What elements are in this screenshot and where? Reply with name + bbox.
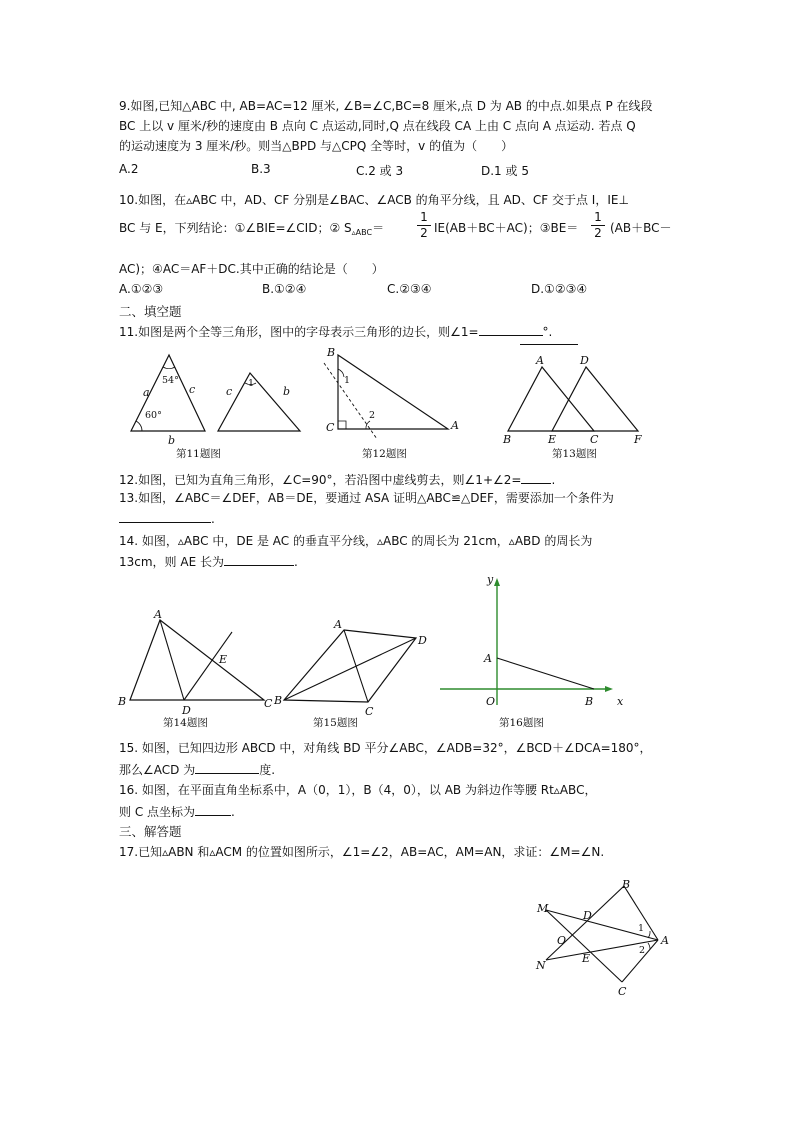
fig15-label: D xyxy=(418,634,427,647)
fig11-angle: 60° xyxy=(145,410,162,421)
fig17-label: O xyxy=(557,934,567,947)
fig17-label: B xyxy=(622,878,631,891)
fig15-label: C xyxy=(365,705,374,718)
q10-line1: 10.如图，在▵ABC 中，AD、CF 分别是∠BAC、∠ACB 的角平分线，且 AD、CF 交于点 I，IE⊥ xyxy=(119,193,629,207)
q9-line3: 的运动速度为 3 厘米/秒。则当△BPD 与△CPQ 全等时，v 的值为（ ） xyxy=(119,139,514,153)
fig16-coordinate-plane xyxy=(440,573,624,708)
q15-tail: 度. xyxy=(259,763,276,777)
fig13-label: D xyxy=(580,354,589,367)
q15-line1: 15. 如图，已知四边形 ABCD 中，对角线 BD 平分∠ABC，∠ADB=32°，∠BCD＋∠DCA=180°， xyxy=(119,741,652,755)
fig11-angle: 1 xyxy=(248,378,255,389)
fig14-label: A xyxy=(154,608,162,621)
section-fill-in-blank: 二、填空题 xyxy=(119,304,182,319)
q17-text: 17.已知▵ABN 和▵ACM 的位置如图所示，∠1=∠2，AB=AC，AM=AN，求证：∠M=∠N. xyxy=(119,845,605,859)
q10-line2-part-c: IE(AB＋BC＋AC)；③BE＝ xyxy=(434,221,579,235)
fig12-label: C xyxy=(326,421,335,434)
fig16-label: O xyxy=(486,695,496,708)
q10-line2-part-d: (AB＋BC－ xyxy=(610,221,672,235)
fig11-label: c xyxy=(189,383,196,396)
q13-tail: . xyxy=(211,512,215,526)
q10-option-a: A.①②③ xyxy=(119,282,164,296)
figures-row-2 xyxy=(0,570,794,730)
fig12-label: B xyxy=(327,346,336,359)
q10-line2-part-a: BC 与 E，下列结论：①∠BIE=∠CID；② S xyxy=(119,221,352,235)
q14-answer-blank[interactable] xyxy=(224,553,294,566)
fig16-caption: 第16题图 xyxy=(499,717,544,729)
fig11-triangle-right xyxy=(218,373,300,431)
fig14-label: C xyxy=(264,697,273,710)
fig14-caption: 第14题图 xyxy=(163,717,208,729)
fig15-label: B xyxy=(274,694,283,707)
fig12-angle: 1 xyxy=(344,375,351,386)
fig11-angle: 54° xyxy=(162,375,179,386)
q12-text xyxy=(119,471,555,488)
q14-line1: 14. 如图，▵ABC 中，DE 是 AC 的垂直平分线，▵ABC 的周长为 21cm，▵ABD 的周长为 xyxy=(119,534,593,548)
fig13-label: B xyxy=(503,433,512,446)
fraction-numerator: 1 xyxy=(417,210,431,226)
q16-tail: . xyxy=(231,805,235,819)
fig12-caption: 第12题图 xyxy=(362,448,407,460)
fig13-overlapping-triangles xyxy=(502,354,642,446)
fig15-caption: 第15题图 xyxy=(313,717,358,729)
section-solutions: 三、解答题 xyxy=(119,824,182,839)
fig16-label: y xyxy=(487,573,494,586)
fig17-angle-label: 1 xyxy=(638,923,645,934)
q12-question: 12.如图，已知为直角三角形，∠C=90°，若沿图中虚线剪去，则∠1+∠2= xyxy=(119,473,522,487)
q11-answer-blank[interactable] xyxy=(479,323,543,336)
q16-answer-blank[interactable] xyxy=(195,803,231,816)
fig11-label: a xyxy=(143,386,150,399)
q11-question: 11.如图是两个全等三角形，图中的字母表示三角形的边长，则∠1= xyxy=(119,325,479,339)
q13-answer-blank[interactable] xyxy=(119,510,211,523)
fig14-triangle xyxy=(117,608,273,717)
q10-fraction-1 xyxy=(417,210,431,241)
fig15-quadrilateral xyxy=(273,618,427,718)
q12-tail: . xyxy=(551,473,556,487)
q14-line2 xyxy=(119,553,298,570)
fig14-label: D xyxy=(182,704,191,717)
q16-line1: 16. 如图，在平面直角坐标系中，A（0，1），B（4，0），以 AB 为斜边作等腰 Rt▵ABC， xyxy=(119,783,597,797)
fig11-caption: 第11题图 xyxy=(176,448,221,460)
q10-equals: ＝ xyxy=(372,221,385,235)
q9-option-c: C.2 或 3 xyxy=(356,164,404,178)
fraction-denominator: 2 xyxy=(420,226,428,240)
fraction-denominator: 2 xyxy=(594,226,602,240)
fig16-label: B xyxy=(585,695,594,708)
q12-answer-blank[interactable] xyxy=(521,471,551,484)
q11-text xyxy=(119,323,552,340)
fig13-label: E xyxy=(548,433,557,446)
fig17-label: M xyxy=(537,902,549,915)
q10-fraction-2 xyxy=(591,210,605,241)
q10-line2 xyxy=(119,221,384,240)
q9-option-d: D.1 或 5 xyxy=(481,164,529,178)
fig13-label: A xyxy=(536,354,544,367)
q16-question: 则 C 点坐标为 xyxy=(119,805,196,819)
q10-line3: AC)；④AC＝AF＋DC.其中正确的结论是（ ） xyxy=(119,262,384,276)
fig17-label: A xyxy=(661,934,669,947)
q13-answer xyxy=(119,510,215,527)
fig12-angle: 2 xyxy=(369,410,376,421)
fig16-label: x xyxy=(617,695,624,708)
fig13-label: F xyxy=(634,433,642,446)
q10-option-c: C.②③④ xyxy=(387,282,432,296)
figures-row-1 xyxy=(0,345,794,465)
q10-option-b: B.①②④ xyxy=(262,282,307,296)
q15-answer-blank[interactable] xyxy=(195,761,259,774)
fig17-label: E xyxy=(582,952,591,965)
fig15-label: A xyxy=(334,618,342,631)
q9-option-a: A.2 xyxy=(119,162,139,176)
fig17-geometry xyxy=(535,878,669,998)
q14-tail: . xyxy=(293,555,298,569)
fig17-figure xyxy=(0,870,794,1010)
fig11-label: b xyxy=(168,434,176,447)
fig11-triangle-left xyxy=(131,355,205,447)
fig12-label: A xyxy=(451,419,459,432)
fig13-label: C xyxy=(590,433,599,446)
fig17-label: C xyxy=(618,985,627,998)
fig11-label: c xyxy=(226,385,233,398)
fig13-caption: 第13题图 xyxy=(552,448,597,460)
q16-line2 xyxy=(119,803,235,820)
fig12-right-triangle xyxy=(324,346,459,439)
q13-text: 13.如图，∠ABC＝∠DEF，AB＝DE，要通过 ASA 证明△ABC≌△DEF，需要添加一个条件为 xyxy=(119,491,614,505)
fig14-label: B xyxy=(118,695,127,708)
q15-question: 那么∠ACD 为 xyxy=(119,763,196,777)
fig11-label: b xyxy=(283,385,291,398)
q9-line2: BC 上以 v 厘米/秒的速度由 B 点向 C 点运动,同时,Q 点在线段 CA 上由 C 点向 A 点运动. 若点 Q xyxy=(119,119,636,133)
fig17-label: D xyxy=(583,909,592,922)
q10-option-d: D.①②③④ xyxy=(531,282,588,296)
q9-line1: 9.如图,已知△ABC 中, AB=AC=12 厘米, ∠B=∠C,BC=8 厘米,点 D 为 AB 的中点.如果点 P 在线段 xyxy=(119,99,653,113)
q10-subscript: ▵ABC xyxy=(351,228,373,237)
q9-option-b: B.3 xyxy=(251,162,271,176)
q14-question: 13cm，则 AE 长为 xyxy=(119,555,224,569)
fig17-angle-label: 2 xyxy=(639,945,646,956)
fig16-label: A xyxy=(484,652,492,665)
q11-tail: °. xyxy=(542,325,553,339)
q15-line2 xyxy=(119,761,275,778)
fig14-label: E xyxy=(219,653,228,666)
fig17-label: N xyxy=(536,959,546,972)
fraction-numerator: 1 xyxy=(591,210,605,226)
